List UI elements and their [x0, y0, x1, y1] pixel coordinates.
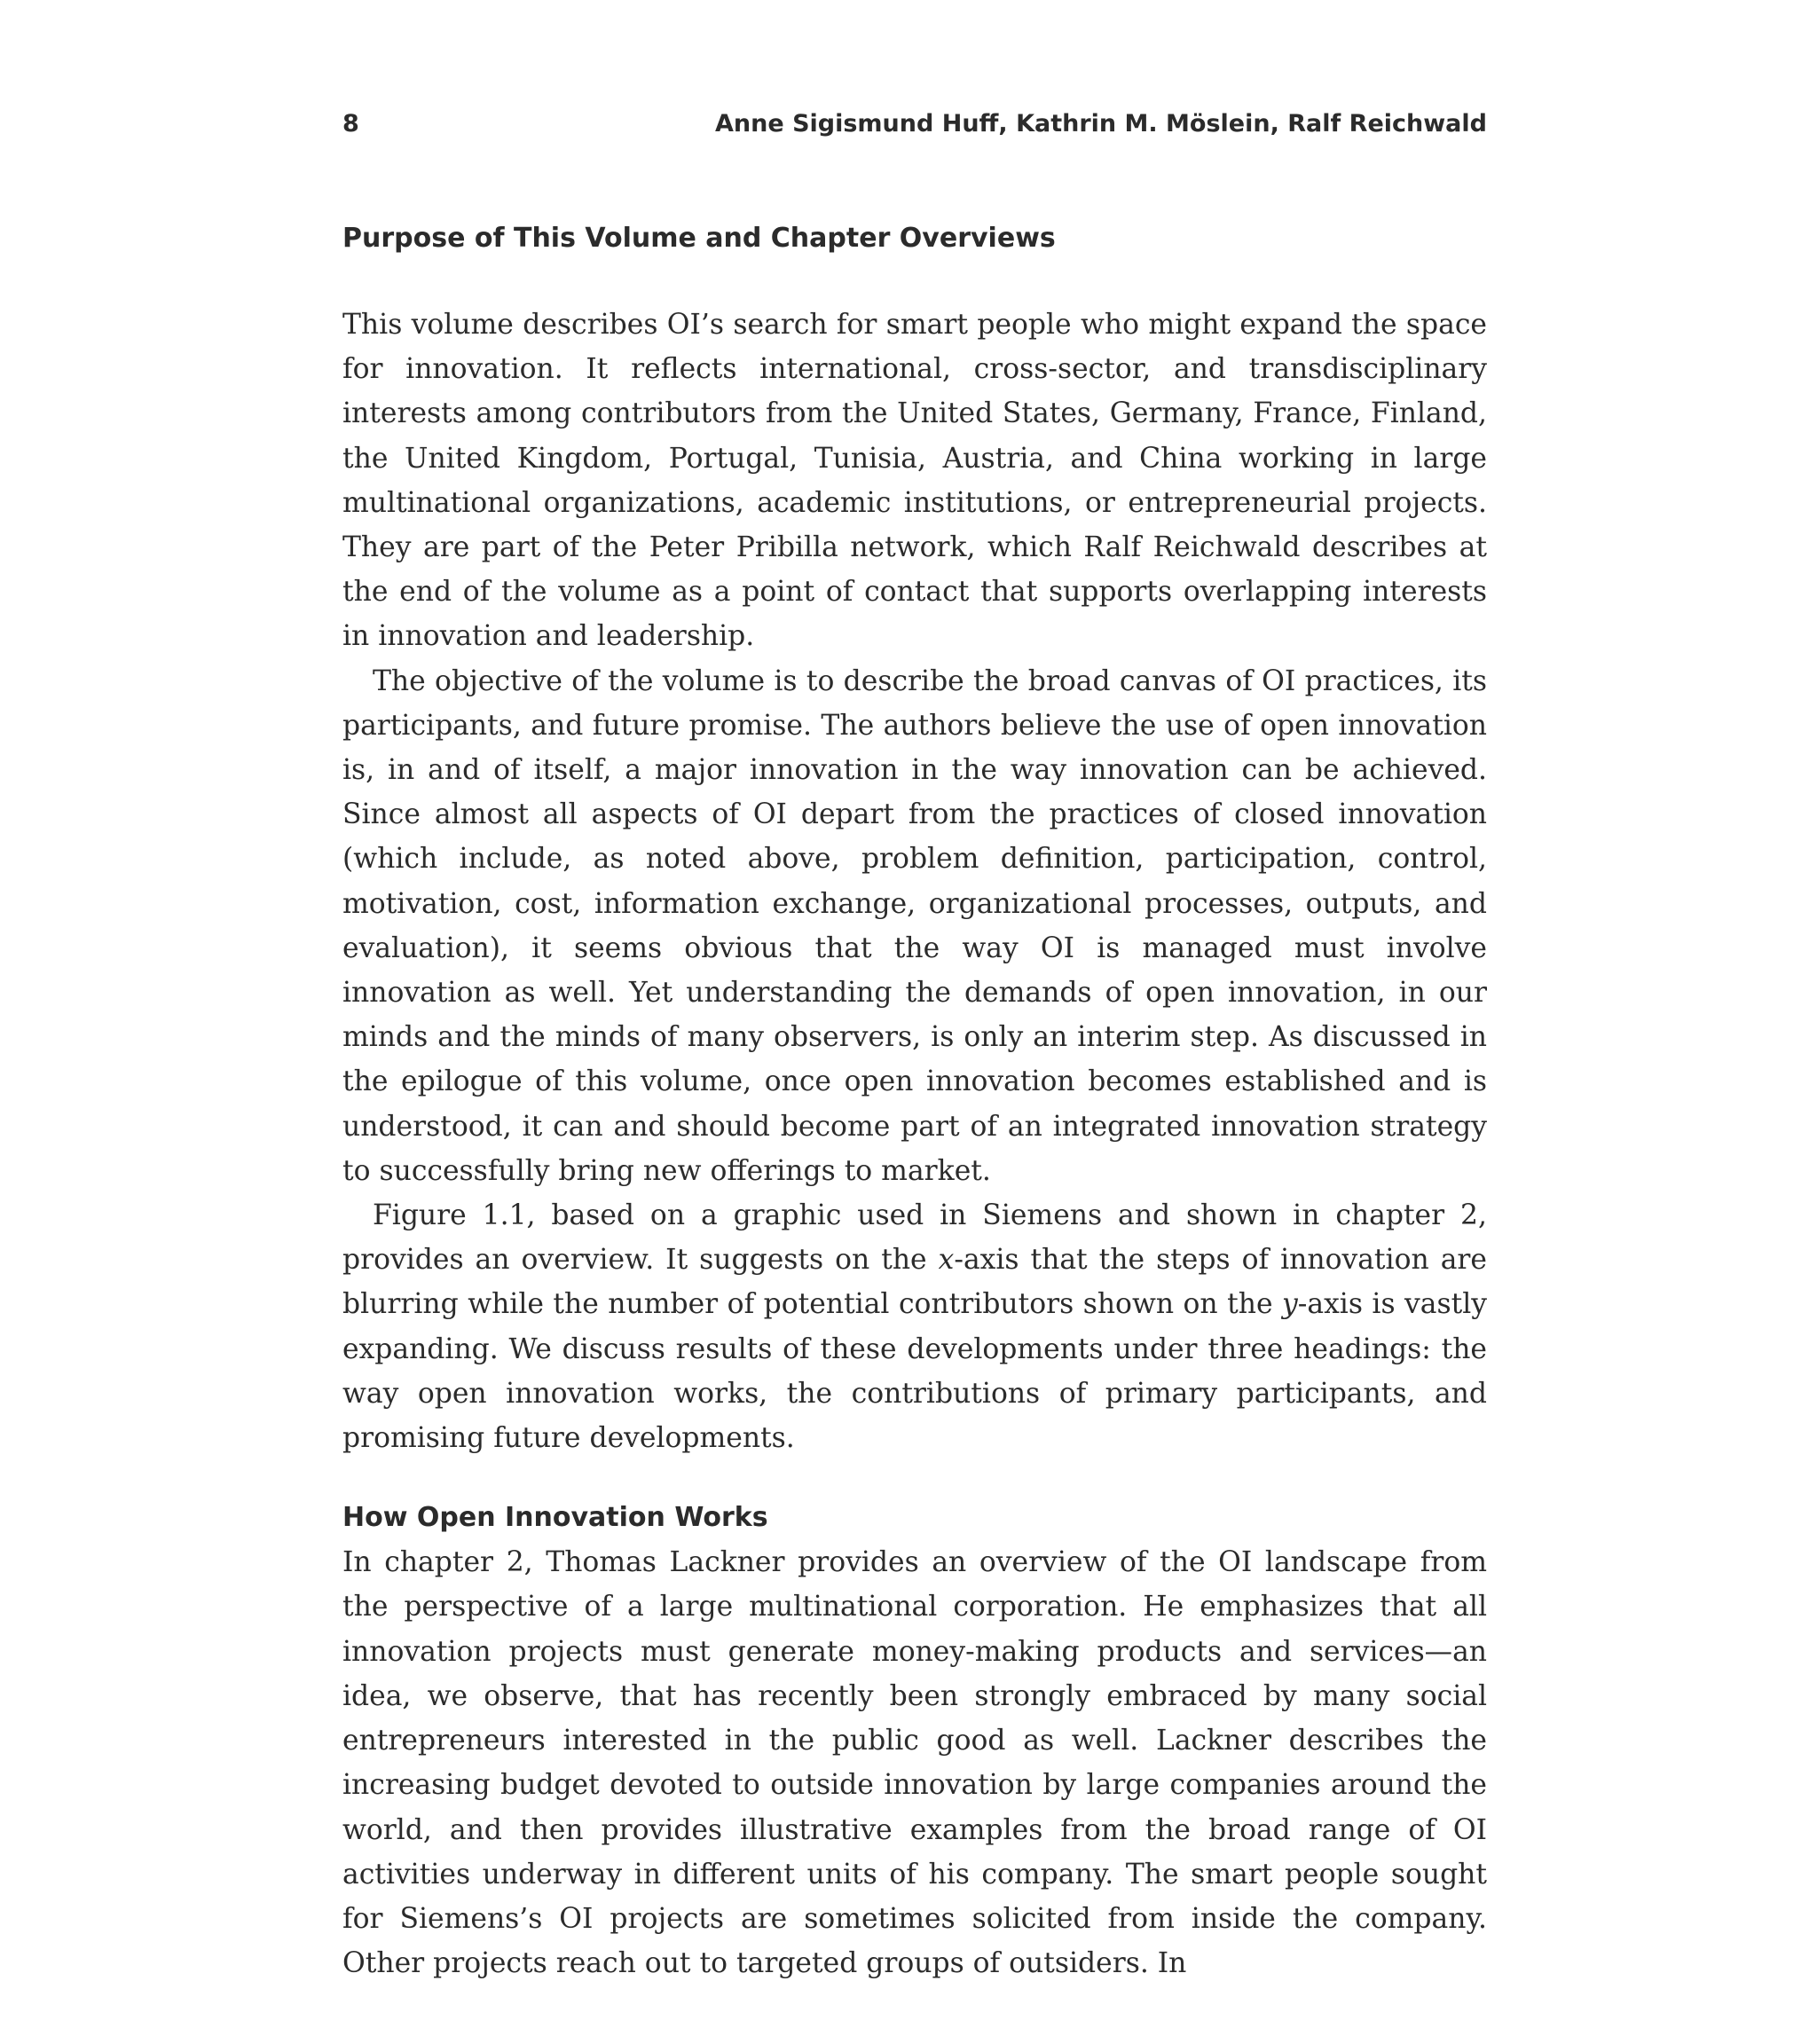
paragraph-text: -axis that the steps of innovation are blurring while the number of potential contributors shown on the	[342, 1244, 1487, 1321]
section-heading-purpose: Purpose of This Volume and Chapter Overviews	[342, 223, 1056, 254]
y-axis-variable: y	[1282, 1288, 1298, 1321]
paragraph-text: -axis is vastly expanding. We discuss results of these developments under three headings: the way open innovation works, the contributions of primary participants, and promising future developments.	[342, 1288, 1487, 1455]
paragraph: The objective of the volume is to describe the broad canvas of OI practices, its participants, and future promise. The authors believe the use of open innovation is, in and of itself, a major innovation in the way innovation can be achieved. Since almost all aspects of OI depart from the practices of closed innovation (which include, as noted above, problem definition, participation, control, motivation, cost, information exchange, organizational processes, outputs, and evaluation), it seems obvious that the way OI is managed must involve innovation as well. Yet understanding the demands of open innovation, in our minds and the minds of many observers, is only an interim step. As discussed in the epilogue of this volume, once open innovation becomes established and is understood, it can and should become part of an integrated innovation strategy to successfully bring new offerings to market.	[342, 664, 1487, 1187]
book-page	[342, 105, 1487, 1985]
paragraph: This volume describes OI’s search for smart people who might expand the space for innovation. It reflects international, cross-sector, and transdisciplinary interests among contributors from the United States, Germany, France, Finland, the United Kingdom, Portugal, Tunisia, Austria, and China working in large multinational organizations, academic institutions, or entrepreneurial projects. They are part of the Peter Pribilla network, which Ralf Reichwald describes at the end of the volume as a point of contact that supports overlapping interests in innovation and leadership.	[342, 309, 1487, 653]
page-number: 8	[342, 110, 359, 138]
running-head-authors: Anne Sigismund Huff, Kathrin M. Möslein, Ralf Reichwald	[715, 110, 1487, 138]
running-head	[342, 105, 1487, 144]
section-heading-how-oi-works: How Open Innovation Works	[342, 1502, 768, 1534]
paragraph: In chapter 2, Thomas Lackner provides an overview of the OI landscape from the perspective of a large multinational corporation. He emphasizes that all innovation projects must generate money-making products and services—an idea, we observe, that has recently been strongly embraced by many social entrepreneurs interested in the public good as well. Lackner describes the increasing budget devoted to outside innovation by large companies around the world, and then provides illustrative examples from the broad range of OI activities underway in different units of his company. The smart people sought for Siemens’s OI projects are sometimes solicited from inside the company. Other projects reach out to targeted groups of outsiders. In	[342, 1546, 1487, 1980]
paragraph-text: Figure 1.1, based on a graphic used in Siemens and shown in chapter 2, provides an overview. It suggests on the	[342, 1199, 1487, 1277]
x-axis-variable: x	[938, 1244, 955, 1277]
paragraph-figure-overview	[342, 1193, 1487, 1460]
